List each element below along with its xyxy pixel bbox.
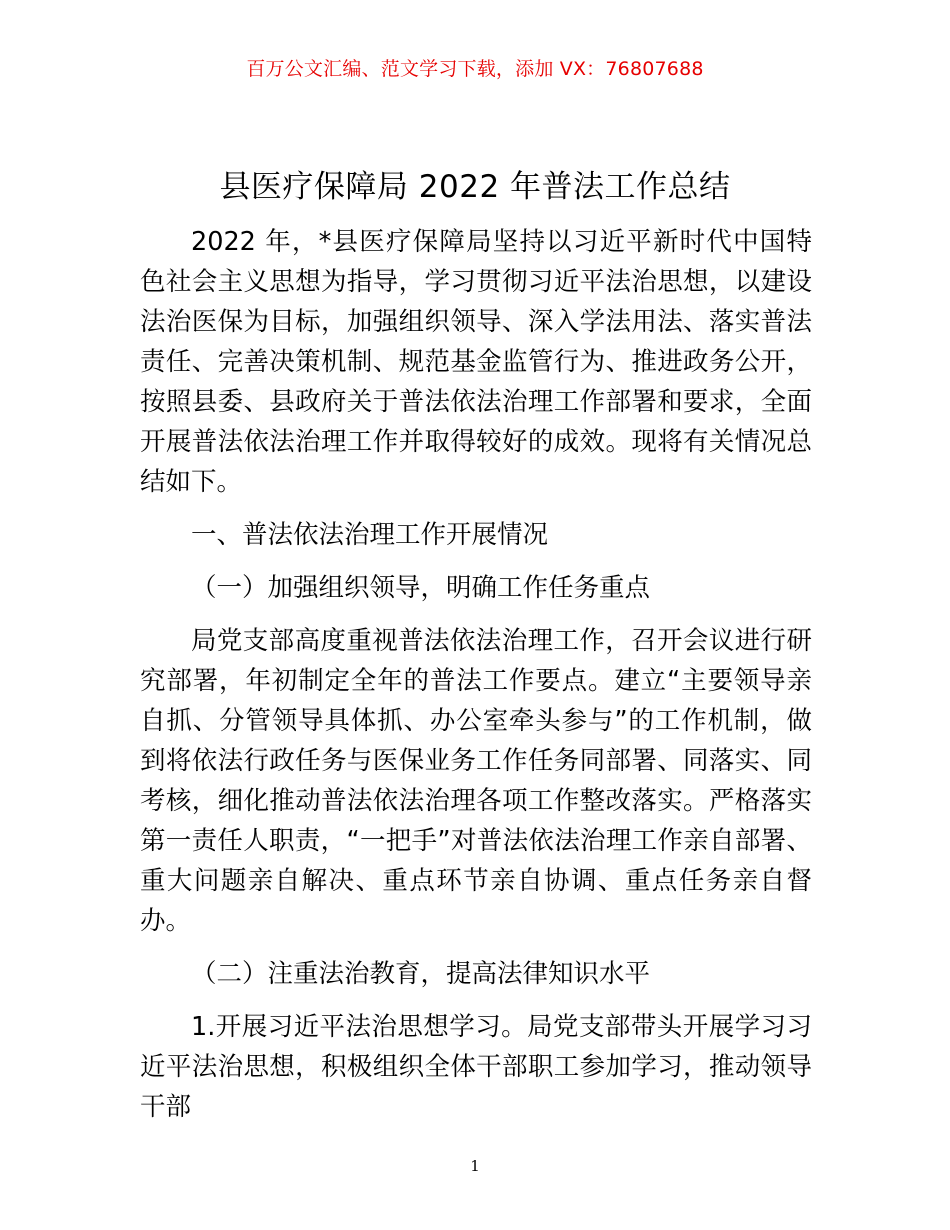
- subsection-heading-1: （一）加强组织领导，明确工作任务重点: [191, 573, 651, 603]
- subsection-heading-2: （二）注重法治教育，提高法律知识水平: [191, 959, 651, 989]
- page-number: 1: [470, 1157, 480, 1175]
- intro-paragraph: 2022 年，*县医疗保障局坚持以习近平新时代中国特色社会主义思想为指导，学习贯彻习近平法治思想，以建设法治医保为目标，加强组织领导、深入学法用法、落实普法责任、完善决策机制、规范基金监管行为、推进政务公开，按照县委、县政府关于普法依法治理工作部署和要求，全面开展普法依法治理工作并取得较好的成效。现将有关情况总结如下。: [140, 227, 812, 497]
- section-heading-1: 一、普法依法治理工作开展情况: [191, 520, 549, 550]
- body-paragraph-1: 局党支部高度重视普法依法治理工作，召开会议进行研究部署，年初制定全年的普法工作要点。建立“主要领导亲自抓、分管领导具体抓、办公室牵头参与”的工作机制，做到将依法行政任务与医保业务工作任务同部署、同落实、同考核，细化推动普法依法治理各项工作整改落实。严格落实第一责任人职责，“一把手”对普法依法治理工作亲自部署、重大问题亲自解决、重点环节亲自协调、重点任务亲自督办。: [140, 626, 812, 936]
- document-body: [140, 222, 812, 1140]
- header-note: 百万公文汇编、范文学习下载，添加 VX：76807688: [246, 58, 704, 80]
- body-paragraph-2: 1.开展习近平法治思想学习。局党支部带头开展学习习近平法治思想，积极组织全体干部职工参加学习，推动领导干部: [140, 1012, 812, 1122]
- document-title: 县医疗保障局 2022 年普法工作总结: [219, 169, 731, 205]
